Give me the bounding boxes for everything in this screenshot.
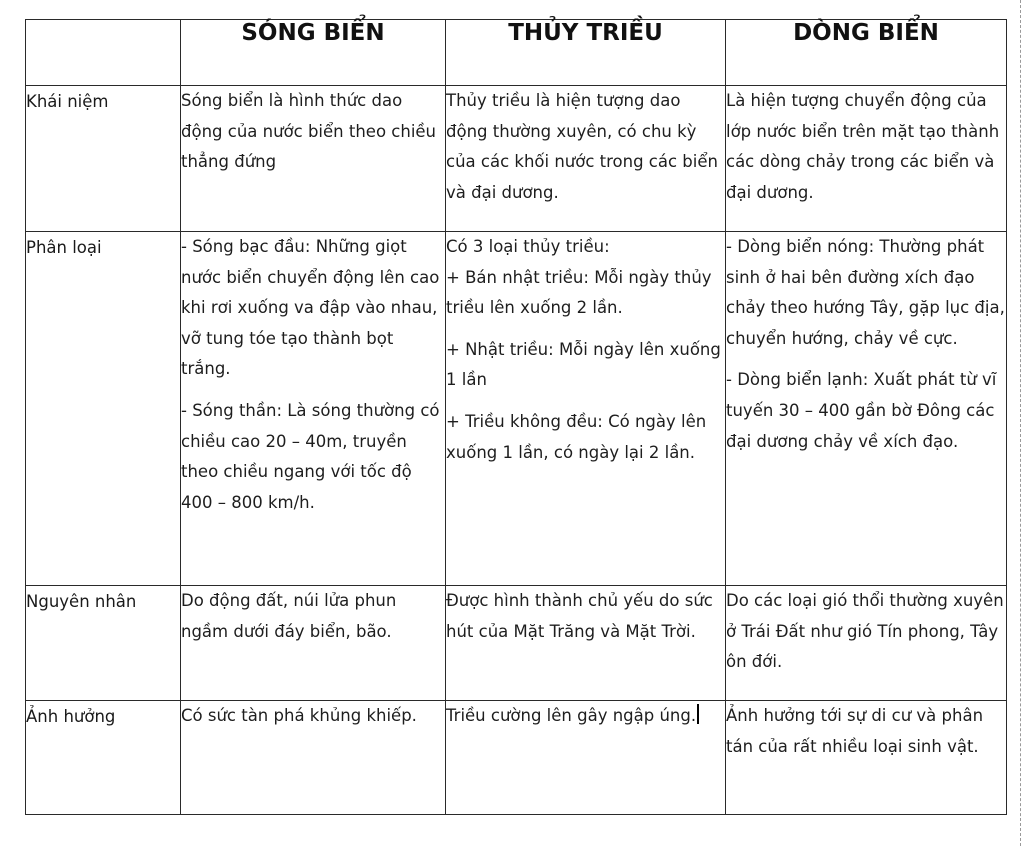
cell-paragraph: + Nhật triều: Mỗi ngày lên xuống 1 lần bbox=[446, 339, 721, 390]
table-cell bbox=[446, 86, 726, 232]
header-dong-bien: DÒNG BIỂN bbox=[726, 20, 1007, 86]
table-cell bbox=[726, 86, 1007, 232]
table-cell bbox=[181, 701, 446, 815]
cell-paragraph: Do các loại gió thổi thường xuyên ở Trái Đất như gió Tín phong, Tây ôn đới. bbox=[726, 591, 1004, 672]
cell-paragraph: Là hiện tượng chuyển động của lớp nước biển trên mặt tạo thành các dòng chảy trong các biển và đại dương. bbox=[726, 91, 1000, 202]
cell-paragraph: Có sức tàn phá khủng khiếp. bbox=[181, 706, 417, 725]
row-label: Ảnh hưởng bbox=[26, 701, 181, 815]
table-cell bbox=[446, 232, 726, 586]
editable-paragraph[interactable] bbox=[446, 701, 725, 732]
cell-paragraph: Có 3 loại thủy triều: bbox=[446, 237, 610, 256]
row-label: Khái niệm bbox=[26, 86, 181, 232]
table-row-anh-huong bbox=[26, 701, 1007, 815]
comparison-table bbox=[25, 19, 1007, 815]
page-edge-marker bbox=[1019, 0, 1021, 846]
table-cell bbox=[726, 701, 1007, 815]
cell-paragraph: Được hình thành chủ yếu do sức hút của Mặt Trăng và Mặt Trời. bbox=[446, 591, 713, 641]
cell-paragraph: Ảnh hưởng tới sự di cư và phân tán của rất nhiều loại sinh vật. bbox=[726, 706, 984, 756]
cell-paragraph: + Bán nhật triều: Mỗi ngày thủy triều lên xuống 2 lần. bbox=[446, 267, 712, 318]
table-row-khai-niem bbox=[26, 86, 1007, 232]
header-cell-empty bbox=[26, 20, 181, 86]
header-song-bien: SÓNG BIỂN bbox=[181, 20, 446, 86]
table-cell bbox=[726, 586, 1007, 701]
table-cell bbox=[181, 232, 446, 586]
cell-paragraph: - Dòng biển nóng: Thường phát sinh ở hai bên đường xích đạo chảy theo hướng Tây, gặp lục địa, chuyển hướng, chảy về cực. bbox=[726, 237, 1005, 348]
table-cell bbox=[181, 586, 446, 701]
table-cell bbox=[446, 586, 726, 701]
cell-paragraph: - Sóng bạc đầu: Những giọt nước biển chuyển động lên cao khi rơi xuống va đập vào nhau, vỡ tung tóe tạo thành bọt trắng. bbox=[181, 237, 440, 379]
header-thuy-trieu: THỦY TRIỀU bbox=[446, 20, 726, 86]
header-row bbox=[26, 20, 1007, 86]
table-cell bbox=[726, 232, 1007, 586]
cell-paragraph: + Triều không đều: Có ngày lên xuống 1 lần, có ngày lại 2 lần. bbox=[446, 411, 707, 462]
cell-paragraph: - Sóng thần: Là sóng thường có chiều cao 20 – 40m, truyền theo chiều ngang với tốc độ 400 – 800 km/h. bbox=[181, 400, 440, 512]
table-row-phan-loai bbox=[26, 232, 1007, 586]
table-cell bbox=[181, 86, 446, 232]
cell-text: Triều cường lên gây ngập úng. bbox=[446, 706, 697, 725]
cell-paragraph: Thủy triều là hiện tượng dao động thường xuyên, có chu kỳ của các khối nước trong các biển và đại dương. bbox=[446, 91, 718, 202]
text-cursor bbox=[697, 704, 699, 724]
row-label: Phân loại bbox=[26, 232, 181, 586]
cell-paragraph: - Dòng biển lạnh: Xuất phát từ vĩ tuyến 30 – 400 gần bờ Đông các đại dương chảy về xích đạo. bbox=[726, 370, 997, 451]
cell-paragraph: Sóng biển là hình thức dao động của nước biển theo chiều thẳng đứng bbox=[181, 91, 437, 172]
cell-paragraph: Do động đất, núi lửa phun ngầm dưới đáy biển, bão. bbox=[181, 591, 397, 641]
table-row-nguyen-nhan bbox=[26, 586, 1007, 701]
table-cell bbox=[446, 701, 726, 815]
row-label: Nguyên nhân bbox=[26, 586, 181, 701]
